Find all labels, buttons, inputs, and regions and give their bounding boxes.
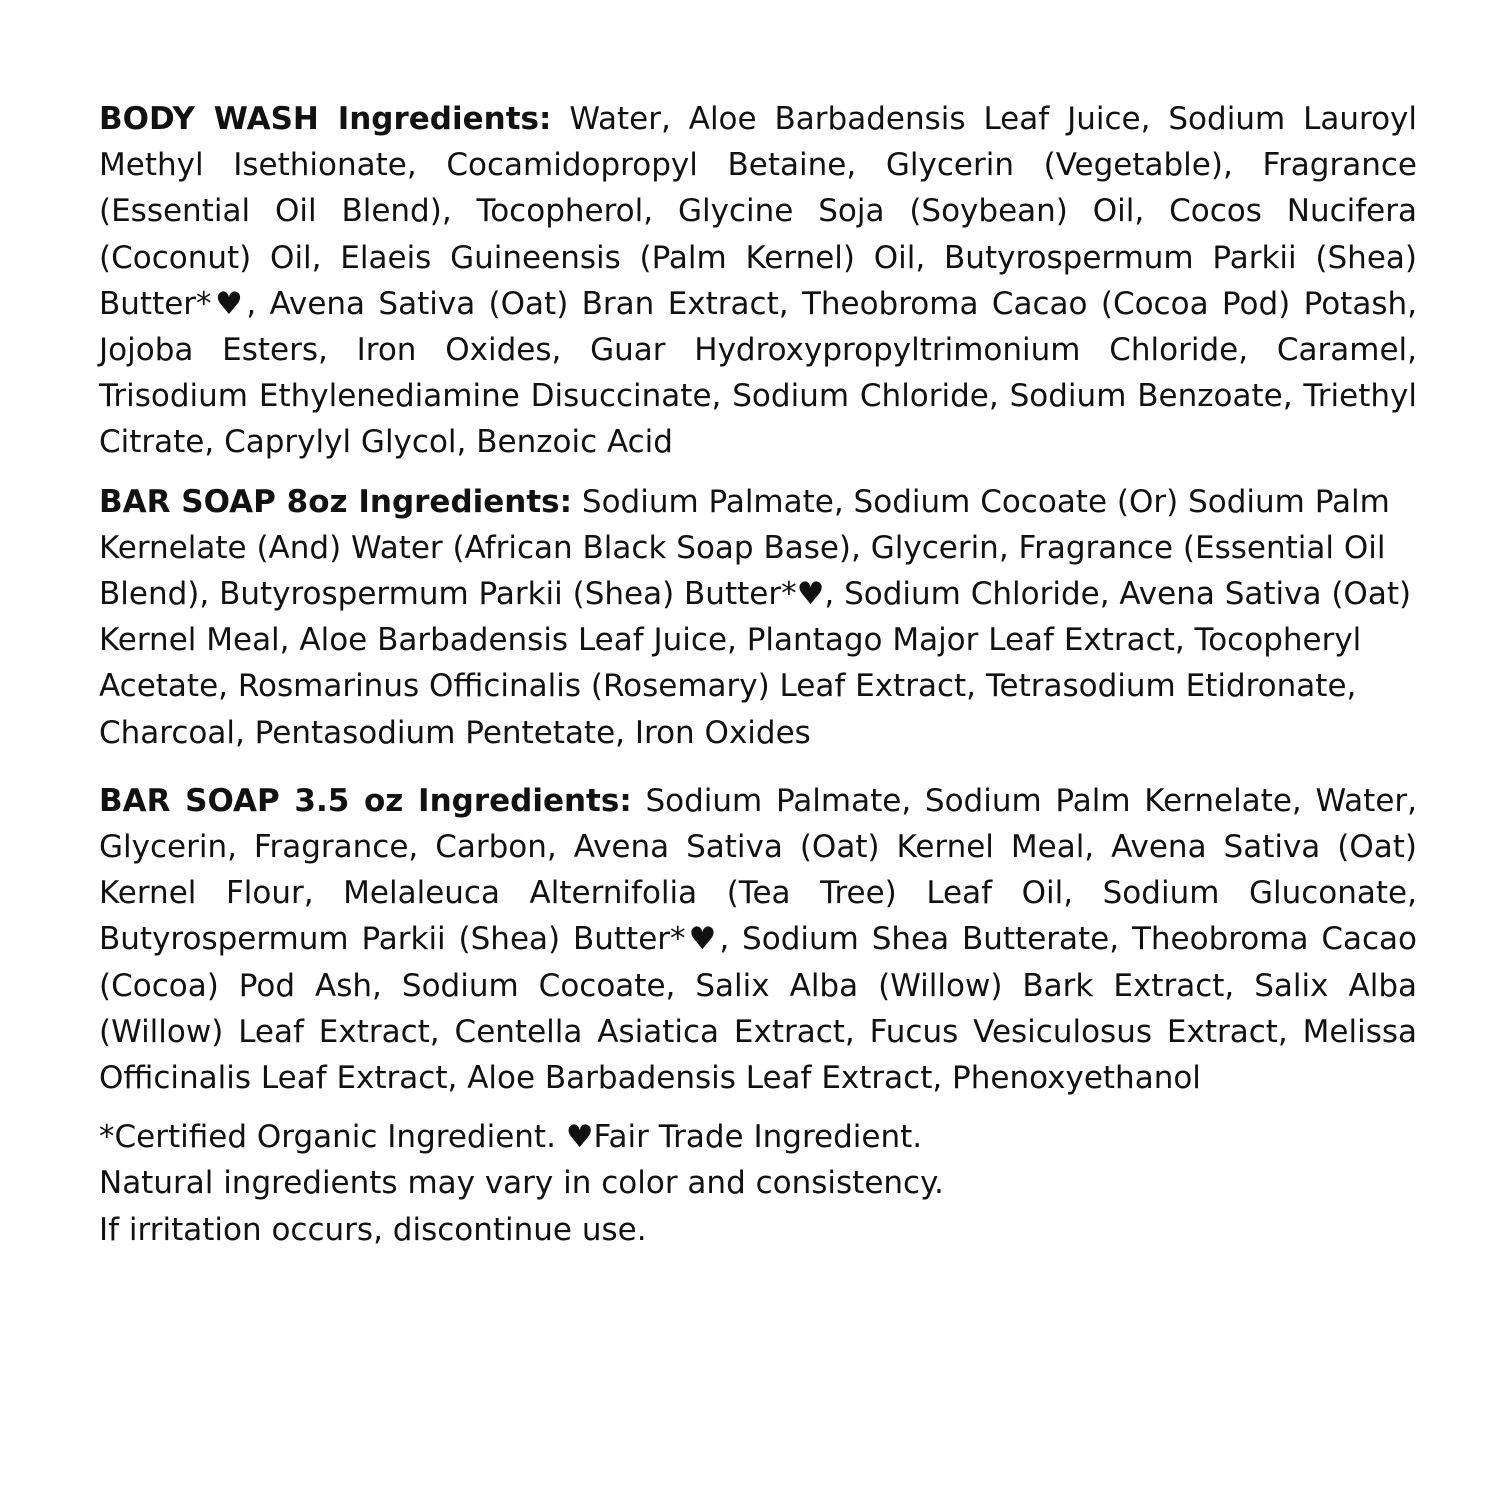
footnotes xyxy=(99,1114,1417,1253)
body-wash-heading: BODY WASH Ingredients: xyxy=(99,101,552,137)
natural-variation-note: Natural ingredients may vary in color and consistency. xyxy=(99,1165,944,1202)
irritation-warning: If irritation occurs, discontinue use. xyxy=(99,1211,647,1248)
bar-soap-3-5oz-ingredient-list: Sodium Palmate, Sodium Palm Kernelate, Water, Glycerin, Fragrance, Carbon, Avena Sativa (Oat) Kernel Meal, Avena Sativa (Oat) Kernel Flour, Melaleuca Alternifolia (Tea Tree) Leaf Oil, Sodium Gluconate, Butyrospermum Parkii (Shea) Butter*♥, Sodium Shea Butterate, Theobroma Cacao (Cocoa) Pod Ash, Sodium Cocoate, Salix Alba (Willow) Bark Extract, Salix Alba (Willow) Leaf Extract, Centella Asiatica Extract, Fucus Vesiculosus Extract, Melissa Officinalis Leaf Extract, Aloe Barbadensis Leaf Extract, Phenoxyethanol xyxy=(99,782,1417,1097)
certification-note: *Certified Organic Ingredient. ♥Fair Trade Ingredient. xyxy=(99,1119,923,1156)
bar-soap-8oz-ingredient-list: Sodium Palmate, Sodium Cocoate (Or) Sodium Palm Kernelate (And) Water (African Black Soap Base), Glycerin, Fragrance (Essential Oil Blend), Butyrospermum Parkii (Shea) Butter*♥, Sodium Chloride, Avena Sativa (Oat) Kernel Meal, Aloe Barbadensis Leaf Juice, Plantago Major Leaf Extract, Tocopheryl Acetate, Rosmarinus Officinalis (Rosemary) Leaf Extract, Tetrasodium Etidronate, Charcoal, Pentasodium Pentetate, Iron Oxides xyxy=(99,483,1412,751)
body-wash-ingredient-list: Water, Aloe Barbadensis Leaf Juice, Sodium Lauroyl Methyl Isethionate, Cocamidopropyl Betaine, Glycerin (Vegetable), Fragrance (Essential Oil Blend), Tocopherol, Glycine Soja (Soybean) Oil, Cocos Nucifera (Coconut) Oil, Elaeis Guineensis (Palm Kernel) Oil, Butyrospermum Parkii (Shea) Butter*♥, Avena Sativa (Oat) Bran Extract, Theobroma Cacao (Cocoa Pod) Potash, Jojoba Esters, Iron Oxides, Guar Hydroxypropyltrimonium Chloride, Caramel, Trisodium Ethylenediamine Disuccinate, Sodium Chloride, Sodium Benzoate, Triethyl Citrate, Caprylyl Glycol, Benzoic Acid xyxy=(99,101,1417,461)
bar-soap-3-5oz-heading: BAR SOAP 3.5 oz Ingredients: xyxy=(99,782,632,819)
ingredients-document xyxy=(99,96,1417,1253)
bar-soap-8oz-heading: BAR SOAP 8oz Ingredients: xyxy=(99,483,573,520)
bar-soap-3-5oz-ingredients xyxy=(99,778,1417,1101)
body-wash-ingredients xyxy=(99,96,1417,466)
bar-soap-8oz-ingredients xyxy=(99,479,1417,756)
